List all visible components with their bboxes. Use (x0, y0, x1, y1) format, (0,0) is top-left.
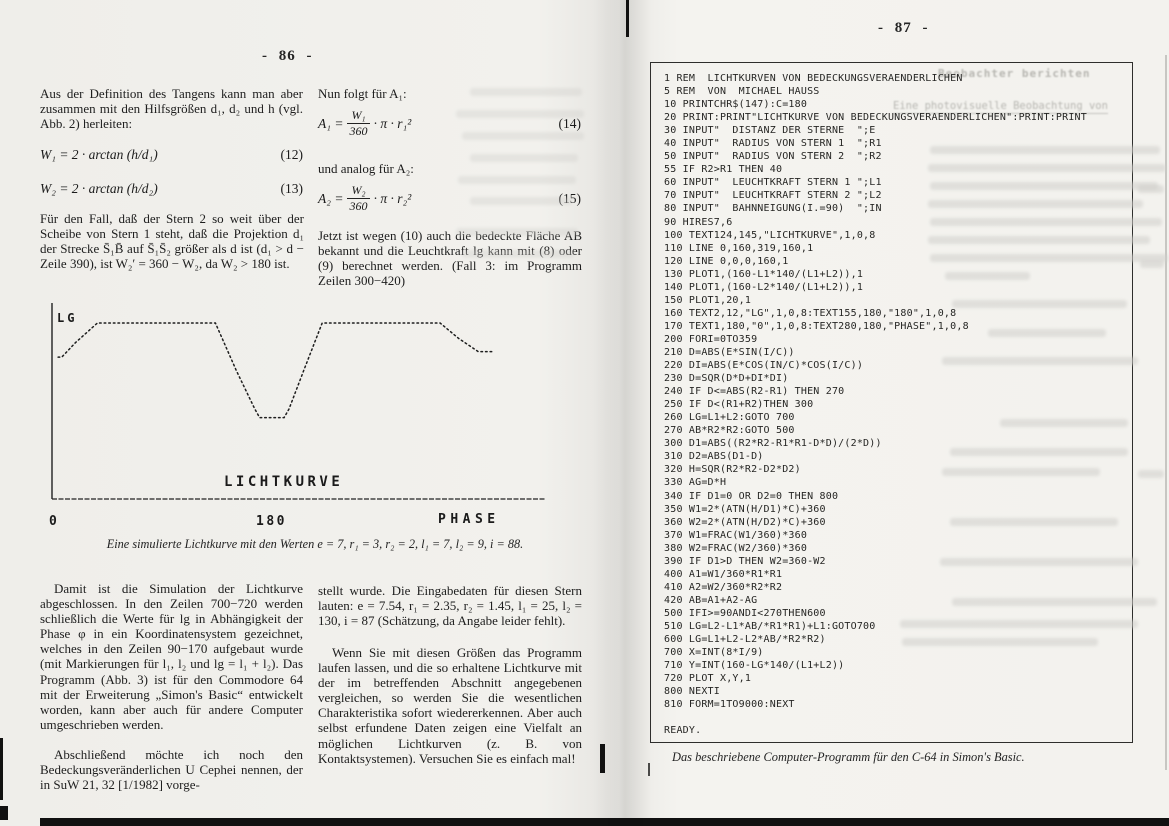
code-line: 710 Y=INT(160-LG*140/(L1+L2)) (664, 660, 845, 672)
bleedthrough-bar (470, 154, 578, 162)
code-line: 40 INPUT" RADIUS VON STERN 1 ";R1 (664, 138, 882, 150)
program-listing-box (650, 62, 1133, 743)
bleedthrough-heading: Beobachter berichten (938, 67, 1091, 80)
equation-14-number: (14) (558, 115, 581, 131)
code-line: 250 IF D<(R1+R2)THEN 300 (664, 399, 814, 411)
paragraph-fall-stern2: Für den Fall, daß der Stern 2 so weit über der Scheibe von Stern 1 steht, daß die Projektion d₁ der Strecke S̄₁B̄ auf S̄₁S̄₂ größer als d ist (d₁ > d − Zeile 390), ist W₂′ = 360 − W₂, da W₂ > 180 ist. (40, 211, 304, 272)
code-line: 410 A2=W2/360*R2*R2 (664, 581, 783, 593)
code-line: 370 W1=FRAC(W1/360)*360 (664, 529, 808, 541)
code-line: 1 REM LICHTKURVEN VON BEDECKUNGSVERAENDERLICHEN (664, 73, 963, 84)
code-line: 500 IFI>=90ANDI<270THEN600 (664, 607, 826, 619)
listing-caption: Das beschriebene Computer-Programm für den C-64 in Simon's Basic. (672, 750, 1025, 764)
code-line: 30 INPUT" DISTANZ DER STERNE ";E (664, 125, 876, 137)
light-curve-figure (40, 295, 605, 565)
bleedthrough-bar (456, 228, 578, 236)
code-line: 510 LG=L2-L1*AB/*R1*R1)+L1:GOTO700 (664, 620, 876, 632)
equation-15-fraction: $\frac{\text{W₂}}{360}$ (347, 184, 369, 213)
code-line: 70 INPUT" LEUCHTKRAFT STERN 2 ";L2 (664, 190, 882, 202)
lead-a1: Nun folgt für A₁: (318, 86, 407, 101)
code-line: 160 TEXT2,12,"LG",1,0,8:TEXT155,180,"180",1,0,8 (664, 307, 957, 319)
equation-12 (40, 147, 303, 163)
bleedthrough-bar (1138, 185, 1164, 193)
paragraph-simulation-abgeschlossen: Damit ist die Simulation der Lichtkurve abgeschlossen. In den Zeilen 700−720 werden schließlich die Werte für lg in Abhängigkeit der Phase φ in ein Koordinatensystem gezeichnet, welches in den Zeilen 90−170 aufgebaut wurde (mit Markierungen für l₁, l₂ und lg = l₁ + l₂). Das Programm (Abb. 3) ist für den Commodore 64 mit der Erweiterung „Simon's Basic“ entwickelt worden, kann aber auch für andere Computer umgeschrieben werden. (40, 581, 303, 732)
code-line: 100 TEXT124,145,"LICHTKURVE",1,0,8 (664, 229, 876, 241)
code-line: 400 A1=W1/360*R1*R1 (664, 568, 783, 580)
x-axis-label: PHASE (438, 512, 500, 527)
page-number-87: - 87 - (878, 20, 929, 36)
equation-15-number: (15) (558, 190, 581, 206)
code-line: 330 AG=D*H (664, 477, 727, 489)
code-line: READY. (664, 725, 702, 737)
bleedthrough-bar (1140, 260, 1164, 268)
code-line: 200 FORI=0TO359 (664, 333, 758, 345)
basic-listing (651, 63, 1132, 737)
left-corner-blob-artifact (0, 806, 8, 820)
code-line: 210 D=ABS(E*SIN(I/C)) (664, 346, 795, 358)
code-line: 700 X=INT(8*I/9) (664, 647, 764, 659)
code-line: 120 LINE 0,0,0,160,1 (664, 255, 789, 267)
code-line: 220 DI=ABS(E*COS(IN/C)*COS(I/C)) (664, 360, 864, 372)
equation-12-body: W₁ = 2 · arctan (h/d₁) (40, 147, 158, 162)
bleedthrough-bar (470, 197, 572, 205)
paragraph-tangens-definition: Aus der Definition des Tangens kann man aber zusammen mit den Hilfsgrößen d₁, d₂ und h (vgl. Abb. 2) herleiten: (40, 86, 303, 132)
code-line: 110 LINE 0,160,319,160,1 (664, 242, 814, 254)
equation-14-fraction: $\frac{\text{W₁}}{360}$ (347, 109, 369, 138)
equation-13-number: (13) (280, 181, 303, 196)
left-edge-line-artifact (0, 738, 3, 800)
bleedthrough-bar (456, 110, 584, 118)
code-line: 420 AB=A1+A2-AG (664, 594, 758, 606)
figure-caption: Eine simulierte Lichtkurve mit den Werten e = 7, r₁ = 3, r₂ = 2, l₁ = 7, l₂ = 9, i = 88. (106, 537, 524, 551)
code-line: 230 D=SQR(D*D+DI*DI) (664, 373, 789, 385)
code-line: 80 INPUT" BAHNNEIGUNG(I.=90) ";IN (664, 203, 882, 215)
equation-15-lhs: A₂ = (318, 190, 344, 206)
code-line: 260 LG=L1+L2:GOTO 700 (664, 412, 795, 424)
code-line: 5 REM VON MICHAEL HAUSS (664, 86, 820, 98)
equation-15-rest: · π · r₂² (373, 190, 412, 206)
bleedthrough-subheading: Eine photovisuelle Beobachtung von (893, 100, 1108, 112)
page-number-86: - 86 - (262, 48, 313, 64)
code-line: 10 PRINTCHR$(147):C=180 (664, 99, 808, 111)
right-edge-line-artifact (1165, 55, 1167, 770)
x-tick-180: 180 (256, 514, 287, 529)
code-line: 50 INPUT" RADIUS VON STERN 2 ";R2 (664, 151, 882, 163)
code-line: 270 AB*R2*R2:GOTO 500 (664, 425, 795, 437)
code-line: 240 IF D<=ABS(R2-R1) THEN 270 (664, 386, 845, 398)
paragraph-eingabedaten: stellt wurde. Die Eingabedaten für diesen Stern lauten: e = 7.54, r₁ = 2.35, r₂ = 1.45, l₁ = 25, l₂ = 130, i = 87 (Schätzung, da Angabe leider fehlt). (318, 583, 582, 629)
code-line: 300 D1=ABS((R2*R2-R1*R1-D*D)/(2*D)) (664, 438, 882, 450)
code-line: 360 W2=2*(ATN(H/D2)*C)+360 (664, 516, 826, 528)
bleedthrough-bar (470, 88, 582, 96)
bleedthrough-bar (462, 132, 584, 140)
code-line: 320 H=SQR(R2*R2-D2*D2) (664, 464, 801, 476)
code-line: 600 LG=L1+L2-L2*AB/*R2*R2) (664, 634, 826, 646)
y-axis-label: LG (57, 311, 78, 325)
code-line: 170 TEXT1,180,"0",1,0,8:TEXT280,180,"PHASE",1,0,8 (664, 320, 969, 332)
code-line: 55 IF R2>R1 THEN 40 (664, 164, 783, 176)
code-line: 90 HIRES7,6 (664, 216, 733, 228)
code-line (664, 711, 1132, 724)
code-line: 380 W2=FRAC(W2/360)*360 (664, 542, 808, 554)
code-line: 810 FORM=1TO9000:NEXT (664, 699, 795, 711)
bleedthrough-bar (462, 250, 574, 258)
equation-13 (40, 181, 303, 197)
paragraph-bedeckte-flaeche: Jetzt ist wegen (10) auch die bedeckte Fläche AB bekannt und die Leuchtkraft lg kann mit (8) oder (9) berechnet werden. (Fall 3: im Programm Zeilen 300−420) (318, 228, 582, 289)
bleedthrough-bar (458, 176, 576, 184)
code-line: 350 W1=2*(ATN(H/D1)*C)+360 (664, 503, 826, 515)
lead-a2: und analog für A₂: (318, 161, 414, 176)
equation-13-body: W₂ = 2 · arctan (h/d₂) (40, 181, 158, 196)
code-line: 60 INPUT" LEUCHTKRAFT STERN 1 ";L1 (664, 177, 882, 189)
equation-14-lhs: A₁ = (318, 115, 344, 131)
bleedthrough-bar (1138, 470, 1164, 478)
x-tick-0: 0 (49, 514, 57, 529)
code-line: 340 IF D1=0 OR D2=0 THEN 800 (664, 490, 839, 502)
equation-14-rest: · π · r₁² (373, 115, 412, 131)
light-curve-dotted-line (58, 323, 493, 418)
code-line: 130 PLOT1,(160-L1*140/(L1+L2)),1 (664, 268, 864, 280)
code-line: 150 PLOT1,20,1 (664, 294, 752, 306)
paragraph-u-cephei: Abschließend möchte ich noch den Bedeckungsveränderlichen U Cephei nennen, der in SuW 21, 32 [1/1982] vorge- (40, 747, 303, 793)
code-line: 140 PLOT1,(160-L2*140/(L1+L2)),1 (664, 281, 864, 293)
figure-title: LICHTKURVE (224, 474, 344, 490)
equation-12-number: (12) (280, 147, 303, 162)
code-line: 720 PLOT X,Y,1 (664, 673, 752, 685)
gutter-shadow (592, 0, 652, 826)
code-line: 310 D2=ABS(D1-D) (664, 451, 764, 463)
paragraph-programm-laufen: Wenn Sie mit diesen Größen das Programm laufen lassen, und die so erhaltene Lichtkurve mit der im betreffenden Abschnitt angegebenen vergleichen, so werden Sie die wesentlichen Charakteristika sofort wiedererkennen. Aber auch selbst erfundene Daten zeigen eine Vielfalt an möglichen Lichtkurven (z. B. von Kontaktsystemen). Versuchen Sie es einfach mal! (318, 645, 582, 766)
code-line: 390 IF D1>D THEN W2=360-W2 (664, 555, 826, 567)
code-line: 20 PRINT:PRINT"LICHTKURVE VON BEDECKUNGSVERAENDERLICHEN":PRINT:PRINT (664, 112, 1087, 124)
code-line: 800 NEXTI (664, 686, 720, 698)
